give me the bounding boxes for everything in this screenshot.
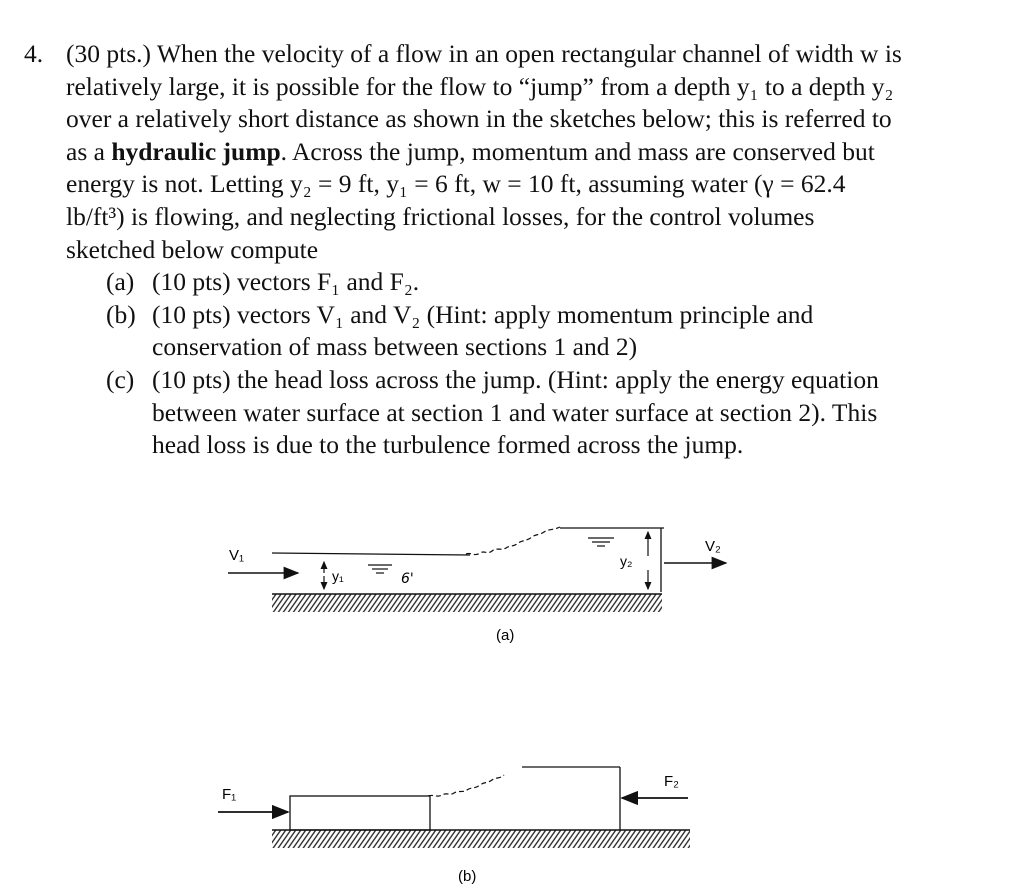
part-line: (10 pts) vectors F₁ and F₂. bbox=[152, 267, 420, 297]
statement-line: lb/ft³) is flowing, and neglecting frictional losses, for the control volumes bbox=[66, 201, 815, 231]
bold-term: hydraulic jump bbox=[111, 136, 281, 166]
part-line: between water surface at section 1 and water surface at section 2). This bbox=[152, 397, 878, 427]
statement-line: (30 pts.) When the velocity of a flow in an open rectangular channel of width w is bbox=[66, 39, 902, 68]
part-label: (a) bbox=[106, 267, 135, 297]
label-v2: V₂ bbox=[705, 538, 721, 555]
control-volume-left bbox=[290, 796, 430, 830]
part-line: (10 pts) vectors V₁ and V₂ (Hint: apply momentum principle and bbox=[152, 299, 814, 329]
depth-annotation: 6' bbox=[401, 571, 414, 587]
figure-b-caption: (b) bbox=[458, 868, 477, 885]
upstream-water-surface bbox=[272, 553, 470, 555]
label-f2: F₂ bbox=[664, 773, 679, 790]
part-label: (b) bbox=[106, 299, 136, 329]
jump-turbulence-b bbox=[428, 775, 504, 796]
statement-line-with-bold: as a hydraulic jump. Across the jump, momentum and mass are conserved but bbox=[66, 136, 875, 166]
figure-b bbox=[218, 767, 690, 885]
label-y1: y₁ bbox=[332, 568, 344, 584]
part-line: conservation of mass between sections 1 and 2) bbox=[152, 332, 638, 362]
statement-line: energy is not. Letting y₂ = 9 ft, y₁ = 6 ft, w = 10 ft, assuming water (γ = 62.4 bbox=[66, 169, 846, 199]
water-level-symbol-1 bbox=[368, 565, 392, 573]
figure-a bbox=[228, 527, 726, 644]
part-line: (10 pts) the head loss across the jump. (Hint: apply the energy equation bbox=[152, 364, 879, 394]
problem-number: 4. bbox=[24, 39, 44, 68]
water-level-symbol-2 bbox=[588, 538, 614, 546]
part-line: head loss is due to the turbulence formed across the jump. bbox=[152, 430, 744, 460]
jump-turbulence bbox=[466, 527, 560, 555]
channel-bed-hatch bbox=[272, 830, 690, 848]
part-label: (c) bbox=[106, 364, 135, 394]
figure-a-caption: (a) bbox=[496, 627, 515, 644]
channel-bed-hatch bbox=[272, 594, 662, 612]
statement-line: relatively large, it is possible for the flow to “jump” from a depth y₁ to a depth y₂ bbox=[66, 71, 894, 101]
statement-line: over a relatively short distance as shown in the sketches below; this is referred to bbox=[66, 104, 892, 134]
label-y2: y₂ bbox=[620, 553, 633, 569]
label-v1: V₁ bbox=[229, 547, 245, 564]
label-f1: F₁ bbox=[222, 786, 237, 803]
statement-line: sketched below compute bbox=[66, 234, 319, 264]
